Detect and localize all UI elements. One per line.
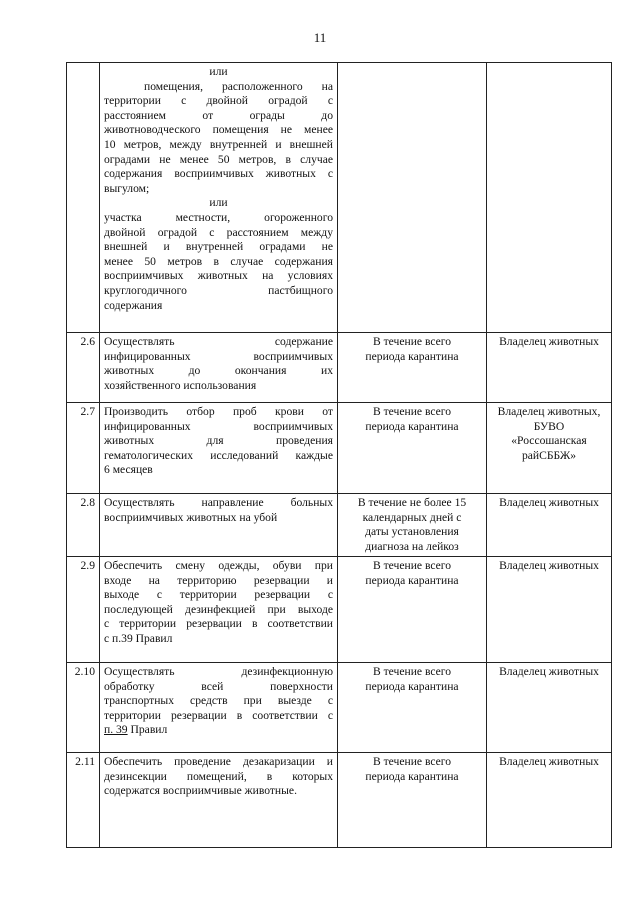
term-line: В течение всего — [372, 665, 452, 678]
responsible-line: Владелец животных — [499, 665, 599, 678]
action-line: инфицированных восприимчивых — [104, 419, 333, 433]
action-line: Производить отбор проб крови от — [104, 405, 333, 418]
term-line: В течение всего — [372, 559, 452, 572]
responsible-cell — [487, 63, 612, 333]
action-line: дезинсекции помещений, в которых — [104, 769, 333, 783]
action-line: Обеспечить проведение дезакаризации и — [104, 755, 333, 768]
responsible-line: «Россошанская — [511, 434, 587, 448]
action-line: 6 месяцев — [104, 463, 153, 477]
term-line: В течение всего — [372, 405, 452, 418]
responsible-line: БУВО — [533, 419, 565, 433]
term-cell — [338, 663, 487, 753]
action-line: внешней и внутренней оградами не — [104, 240, 333, 254]
action-line: менее 50 метров в случае содержания — [104, 254, 333, 268]
action-line: 10 метров, между внутренней и внешней — [104, 137, 333, 151]
term-line: периода карантина — [365, 419, 459, 433]
action-line: расстоянием от ограды до — [104, 108, 333, 122]
page-number: 11 — [313, 30, 327, 45]
responsible-cell — [487, 753, 612, 848]
action-line: содержания — [104, 298, 163, 312]
rule-reference: п. 39 — [104, 723, 128, 737]
table-row — [67, 753, 612, 848]
action-cell — [100, 557, 338, 663]
term-cell — [338, 403, 487, 494]
action-cell — [100, 663, 338, 753]
action-line: входе на территорию резервации и — [104, 573, 333, 587]
action-line: животных до окончания их — [104, 364, 333, 378]
term-cell — [338, 494, 487, 557]
action-line: с п.39 Правил — [104, 631, 173, 645]
responsible-cell — [487, 557, 612, 663]
action-cell — [100, 753, 338, 848]
table-row — [67, 557, 612, 663]
term-cell — [338, 557, 487, 663]
action-line: животных для проведения — [104, 434, 333, 448]
action-line: гематологических исследований каждые — [104, 448, 333, 462]
table-row — [67, 403, 612, 494]
action-line: участка местности, огороженного — [104, 210, 333, 224]
row-number-cell: 2.8 — [67, 494, 100, 557]
action-line-suffix: Правил — [127, 723, 168, 737]
term-cell — [338, 753, 487, 848]
row-number-cell — [67, 63, 100, 333]
row-number-cell: 2.9 — [67, 557, 100, 663]
row-number-cell: 2.11 — [67, 753, 100, 848]
term-cell — [338, 63, 487, 333]
action-line: оградами не менее 50 метров, в случае — [104, 152, 333, 166]
action-line: с территории резервации в соответствии — [104, 617, 333, 631]
action-line: хозяйственного использования — [104, 378, 257, 392]
action-line — [104, 723, 333, 738]
action-line: инфицированных восприимчивых — [104, 349, 333, 363]
action-line: территории резервации в соответствии с — [104, 708, 333, 722]
table-row — [67, 663, 612, 753]
responsible-cell — [487, 663, 612, 753]
term-line: периода карантина — [365, 573, 459, 587]
action-line: восприимчивых животных на убой — [104, 510, 278, 524]
action-line: восприимчивых животных на условиях — [104, 269, 333, 283]
action-line: помещения, расположенного на — [144, 79, 333, 93]
action-line: содержания восприимчивых животных с — [104, 167, 333, 181]
row-number-cell: 2.7 — [67, 403, 100, 494]
action-cell — [100, 403, 338, 494]
action-cell — [100, 333, 338, 403]
action-line: выгулом; — [104, 181, 150, 195]
term-line: периода карантина — [365, 679, 459, 693]
action-cell — [100, 494, 338, 557]
action-line: последующей дезинфекцией при выходе — [104, 602, 333, 616]
row-number-cell: 2.6 — [67, 333, 100, 403]
responsible-line: райСББЖ» — [521, 448, 577, 462]
responsible-line: Владелец животных — [499, 559, 599, 572]
responsible-cell — [487, 494, 612, 557]
action-line: или — [209, 65, 228, 78]
action-line: Осуществлять дезинфекционную — [104, 665, 333, 678]
action-line: Осуществлять содержание — [104, 335, 333, 348]
responsible-line: Владелец животных — [499, 496, 599, 509]
table-row — [67, 494, 612, 557]
term-line: В течение всего — [372, 335, 452, 348]
action-line: животноводческого помещения не менее — [104, 123, 333, 137]
action-line: содержатся восприимчивые животные. — [104, 784, 297, 798]
action-line: обработку всей поверхности — [104, 679, 333, 693]
table-row-continuation — [67, 63, 612, 333]
responsible-line: Владелец животных, — [497, 405, 601, 418]
action-line: выходе с территории резервации с — [104, 588, 333, 602]
term-line: календарных дней с — [362, 510, 462, 524]
table-row — [67, 333, 612, 403]
action-line: Обеспечить смену одежды, обуви при — [104, 559, 333, 572]
term-line: В течение всего — [372, 755, 452, 768]
responsible-line: Владелец животных — [499, 335, 599, 348]
term-line: периода карантина — [365, 769, 459, 783]
responsible-cell — [487, 403, 612, 494]
action-line: двойной оградой с расстоянием между — [104, 225, 333, 239]
row-number-cell: 2.10 — [67, 663, 100, 753]
responsible-cell — [487, 333, 612, 403]
responsible-line: Владелец животных — [499, 755, 599, 768]
term-line: В течение не более 15 — [357, 496, 467, 509]
action-line: круглогодичного пастбищного — [104, 283, 333, 297]
term-line: периода карантина — [365, 349, 459, 363]
term-cell — [338, 333, 487, 403]
quarantine-measures-table — [66, 62, 612, 848]
action-line: или — [209, 196, 228, 210]
action-line: территории с двойной оградой с — [104, 94, 333, 108]
action-cell — [100, 63, 338, 333]
term-line: диагноза на лейкоз — [365, 539, 459, 553]
action-line: Осуществлять направление больных — [104, 496, 333, 509]
action-line: транспортных средств при выезде с — [104, 694, 333, 708]
term-line: даты установления — [365, 525, 459, 539]
